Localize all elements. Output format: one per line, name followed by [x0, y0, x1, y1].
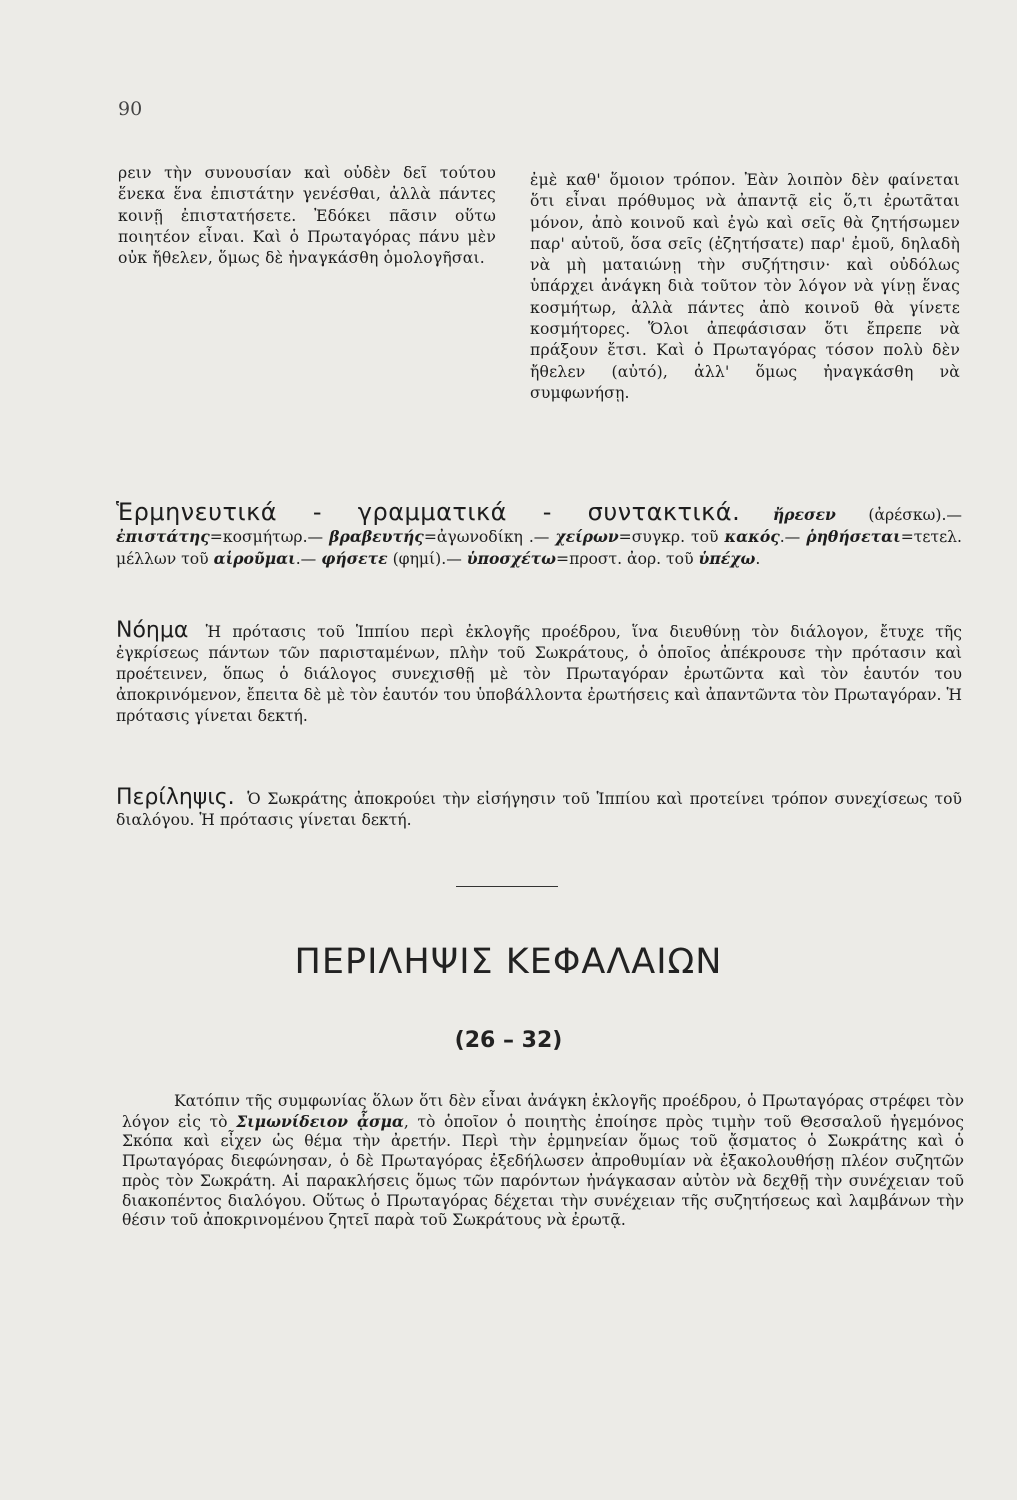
right-column	[530, 170, 960, 404]
grammar-term: ὑπέχω	[698, 549, 756, 568]
perilipsis-paragraph	[116, 787, 962, 831]
grammar-term: αἱροῦμαι	[213, 549, 296, 568]
summary-text-before: Κατόπιν τῆς συμφωνίας ὅλων ὅτι δὲν εἶναι ἀνάγκη ἐκλογῆς προέδρου, ὁ Πρωταγόρας στρέφει τὸν λόγον εἰς τὸ	[122, 1092, 964, 1131]
perilipsis-title: Περίληψις.	[116, 785, 235, 810]
grammar-term: βραβευτής	[329, 527, 424, 546]
perilipsis-section	[116, 787, 962, 831]
noima-title: Νόημα	[116, 618, 189, 643]
perilipsis-text: Ὁ Σωκράτης ἀποκρούει τὴν εἰσήγησιν τοῦ Ἱππίου καὶ προτείνει τρόπον συνεχίσεως τοῦ διαλόγου. Ἡ πρότασις γίνεται δεκτή.	[116, 790, 962, 829]
grammar-paragraph	[116, 498, 963, 570]
grammar-term: ἤρεσεν	[772, 505, 836, 524]
grammar-term: χείρων	[555, 527, 619, 546]
section-divider	[456, 886, 558, 887]
grammar-gloss: .	[755, 550, 761, 568]
summary-paragraph	[122, 1092, 964, 1231]
right-column-text: ἐμὲ καθ' ὅμοιον τρόπον. Ἐὰν λοιπὸν δὲν φαίνεται ὅτι εἶναι πρόθυμος νὰ ἀπαντᾷ εἰς ὅ,τι ἐρωτᾶται μόνον, ἀπὸ κοινοῦ καὶ ἐγὼ καὶ σεῖς θὰ ζητήσωμεν παρ' αὐτοῦ, ὅσα σεῖς (ἐζητήσατε) παρ' ἐμοῦ, δηλαδὴ νὰ μὴ ματαιώνῃ τὴν συζήτησιν· καὶ οὐδόλως ὑπάρχει ἀνάγκη διὰ τοῦτον τὸν λόγον νὰ γίνῃ ἕνας κοσμήτωρ, ἀλλὰ πάντες ἀπὸ κοινοῦ θὰ γίνετε κοσμήτορες. Ὅλοι ἀπεφάσισαν ὅτι ἔπρεπε νὰ πράξουν ἔτσι. Καὶ ὁ Πρωταγόρας τόσον πολὺ δὲν ἤθελεν (αὐτό), ἀλλ' ὅμως ἠναγκάσθη νὰ συμφωνήσῃ.	[530, 171, 960, 402]
left-column	[118, 163, 496, 269]
grammar-gloss: (ἀρέσκω).—	[835, 506, 962, 524]
noima-section	[116, 620, 962, 727]
grammar-term: ὑποσχέτω	[466, 549, 556, 568]
grammar-gloss: .—	[779, 528, 807, 546]
grammar-term: φήσετε	[321, 549, 388, 568]
grammar-gloss: (φημί).—	[387, 550, 467, 568]
noima-paragraph	[116, 620, 962, 727]
page-number: 90	[118, 98, 143, 120]
grammar-title: Ἑρμηνευτικά - γραμματικά - συντακτικά.	[116, 498, 741, 526]
grammar-gloss: =ἀγωνοδίκη .—	[423, 528, 556, 546]
summary-emphasis: Σιμωνίδειον ᾆσμα	[236, 1111, 404, 1131]
chapter-range: (26 – 32)	[454, 1028, 563, 1053]
grammar-section	[116, 498, 963, 570]
left-column-text: ρειν τὴν συνουσίαν καὶ οὐδὲν δεῖ τούτου ἕνεκα ἕνα ἐπιστάτην γενέσθαι, ἀλλὰ πάντες κοινῇ ἐπιστατήσετε. Ἐδόκει πᾶσιν οὕτω ποιητέον εἶναι. Καὶ ὁ Πρωταγόρας πάνυ μὲν οὐκ ἤθελεν, ὅμως δὲ ἠναγκάσθη ὁμολογῆσαι.	[118, 164, 496, 268]
summary-text-after: , τὸ ὁποῖον ὁ ποιητὴς ἐποίησε πρὸς τιμὴν τοῦ Θεσσαλοῦ ἡγεμόνος Σκόπα καὶ εἶχεν ὡς θέμα τὴν ἀρετήν. Περὶ τὴν ἑρμηνείαν ὅμως τοῦ ᾄσματος ὁ Σωκράτης καὶ ὁ Πρωταγόρας διεφώνησαν, ὁ δὲ Πρωταγόρας ἐξεδήλωσεν ἀπροθυμίαν νὰ ἐξακολουθήσῃ πλέον συζητῶν πρὸς τὸν Σωκράτη. Αἱ παρακλήσεις ὅμως τῶν παρόντων ἠνάγκασαν αὐτὸν νὰ δεχθῇ τὴν συνέχειαν τοῦ διακοπέντος διαλόγου. Οὕτως ὁ Πρωταγόρας δέχεται τὴν συνέχειαν τῆς συζητήσεως καὶ λαμβάνων τὴν θέσιν τοῦ ἀποκρινομένου ζητεῖ παρὰ τοῦ Σωκράτους νὰ ἐρωτᾷ.	[122, 1112, 964, 1230]
grammar-term: κακός	[724, 527, 780, 546]
grammar-term: ἐπιστάτης	[116, 527, 210, 546]
grammar-gloss: =κοσμήτωρ.—	[209, 528, 330, 546]
grammar-gloss: =συγκρ. τοῦ	[618, 528, 725, 546]
chapter-title: ΠΕΡΙΛΗΨΙΣ ΚΕΦΑΛΑΙΩΝ	[294, 942, 723, 982]
chapter-summary	[122, 1092, 964, 1231]
noima-text: Ἡ πρότασις τοῦ Ἱππίου περὶ ἐκλογῆς προέδρου, ἵνα διευθύνῃ τὸν διάλογον, ἔτυχε τῆς ἐγκρίσεως πάντων τῶν παρισταμένων, πλὴν τοῦ Σωκράτους, ὁ ὁποῖος ἀπέκρουσε τὴν πρότασιν καὶ προέτεινεν, ὅπως ὁ διάλογος συνεχισθῇ μὲ τὸν Πρωταγόραν ἐρωτῶντα καὶ τὸν ἑαυτόν του ἀποκρινόμενον, ἔπειτα δὲ μὲ τὸν ἑαυτόν του ὑποβάλλοντα ἐρωτήσεις καὶ ἀπαντῶντα τὸν Πρωταγόραν. Ἡ πρότασις γίνεται δεκτή.	[116, 623, 962, 725]
grammar-gloss: .—	[295, 550, 322, 568]
grammar-gloss: =τετελ. μέλλων τοῦ	[116, 528, 963, 568]
grammar-term: ῥηθήσεται	[806, 527, 901, 546]
grammar-gloss: =προστ. ἀορ. τοῦ	[556, 550, 699, 568]
